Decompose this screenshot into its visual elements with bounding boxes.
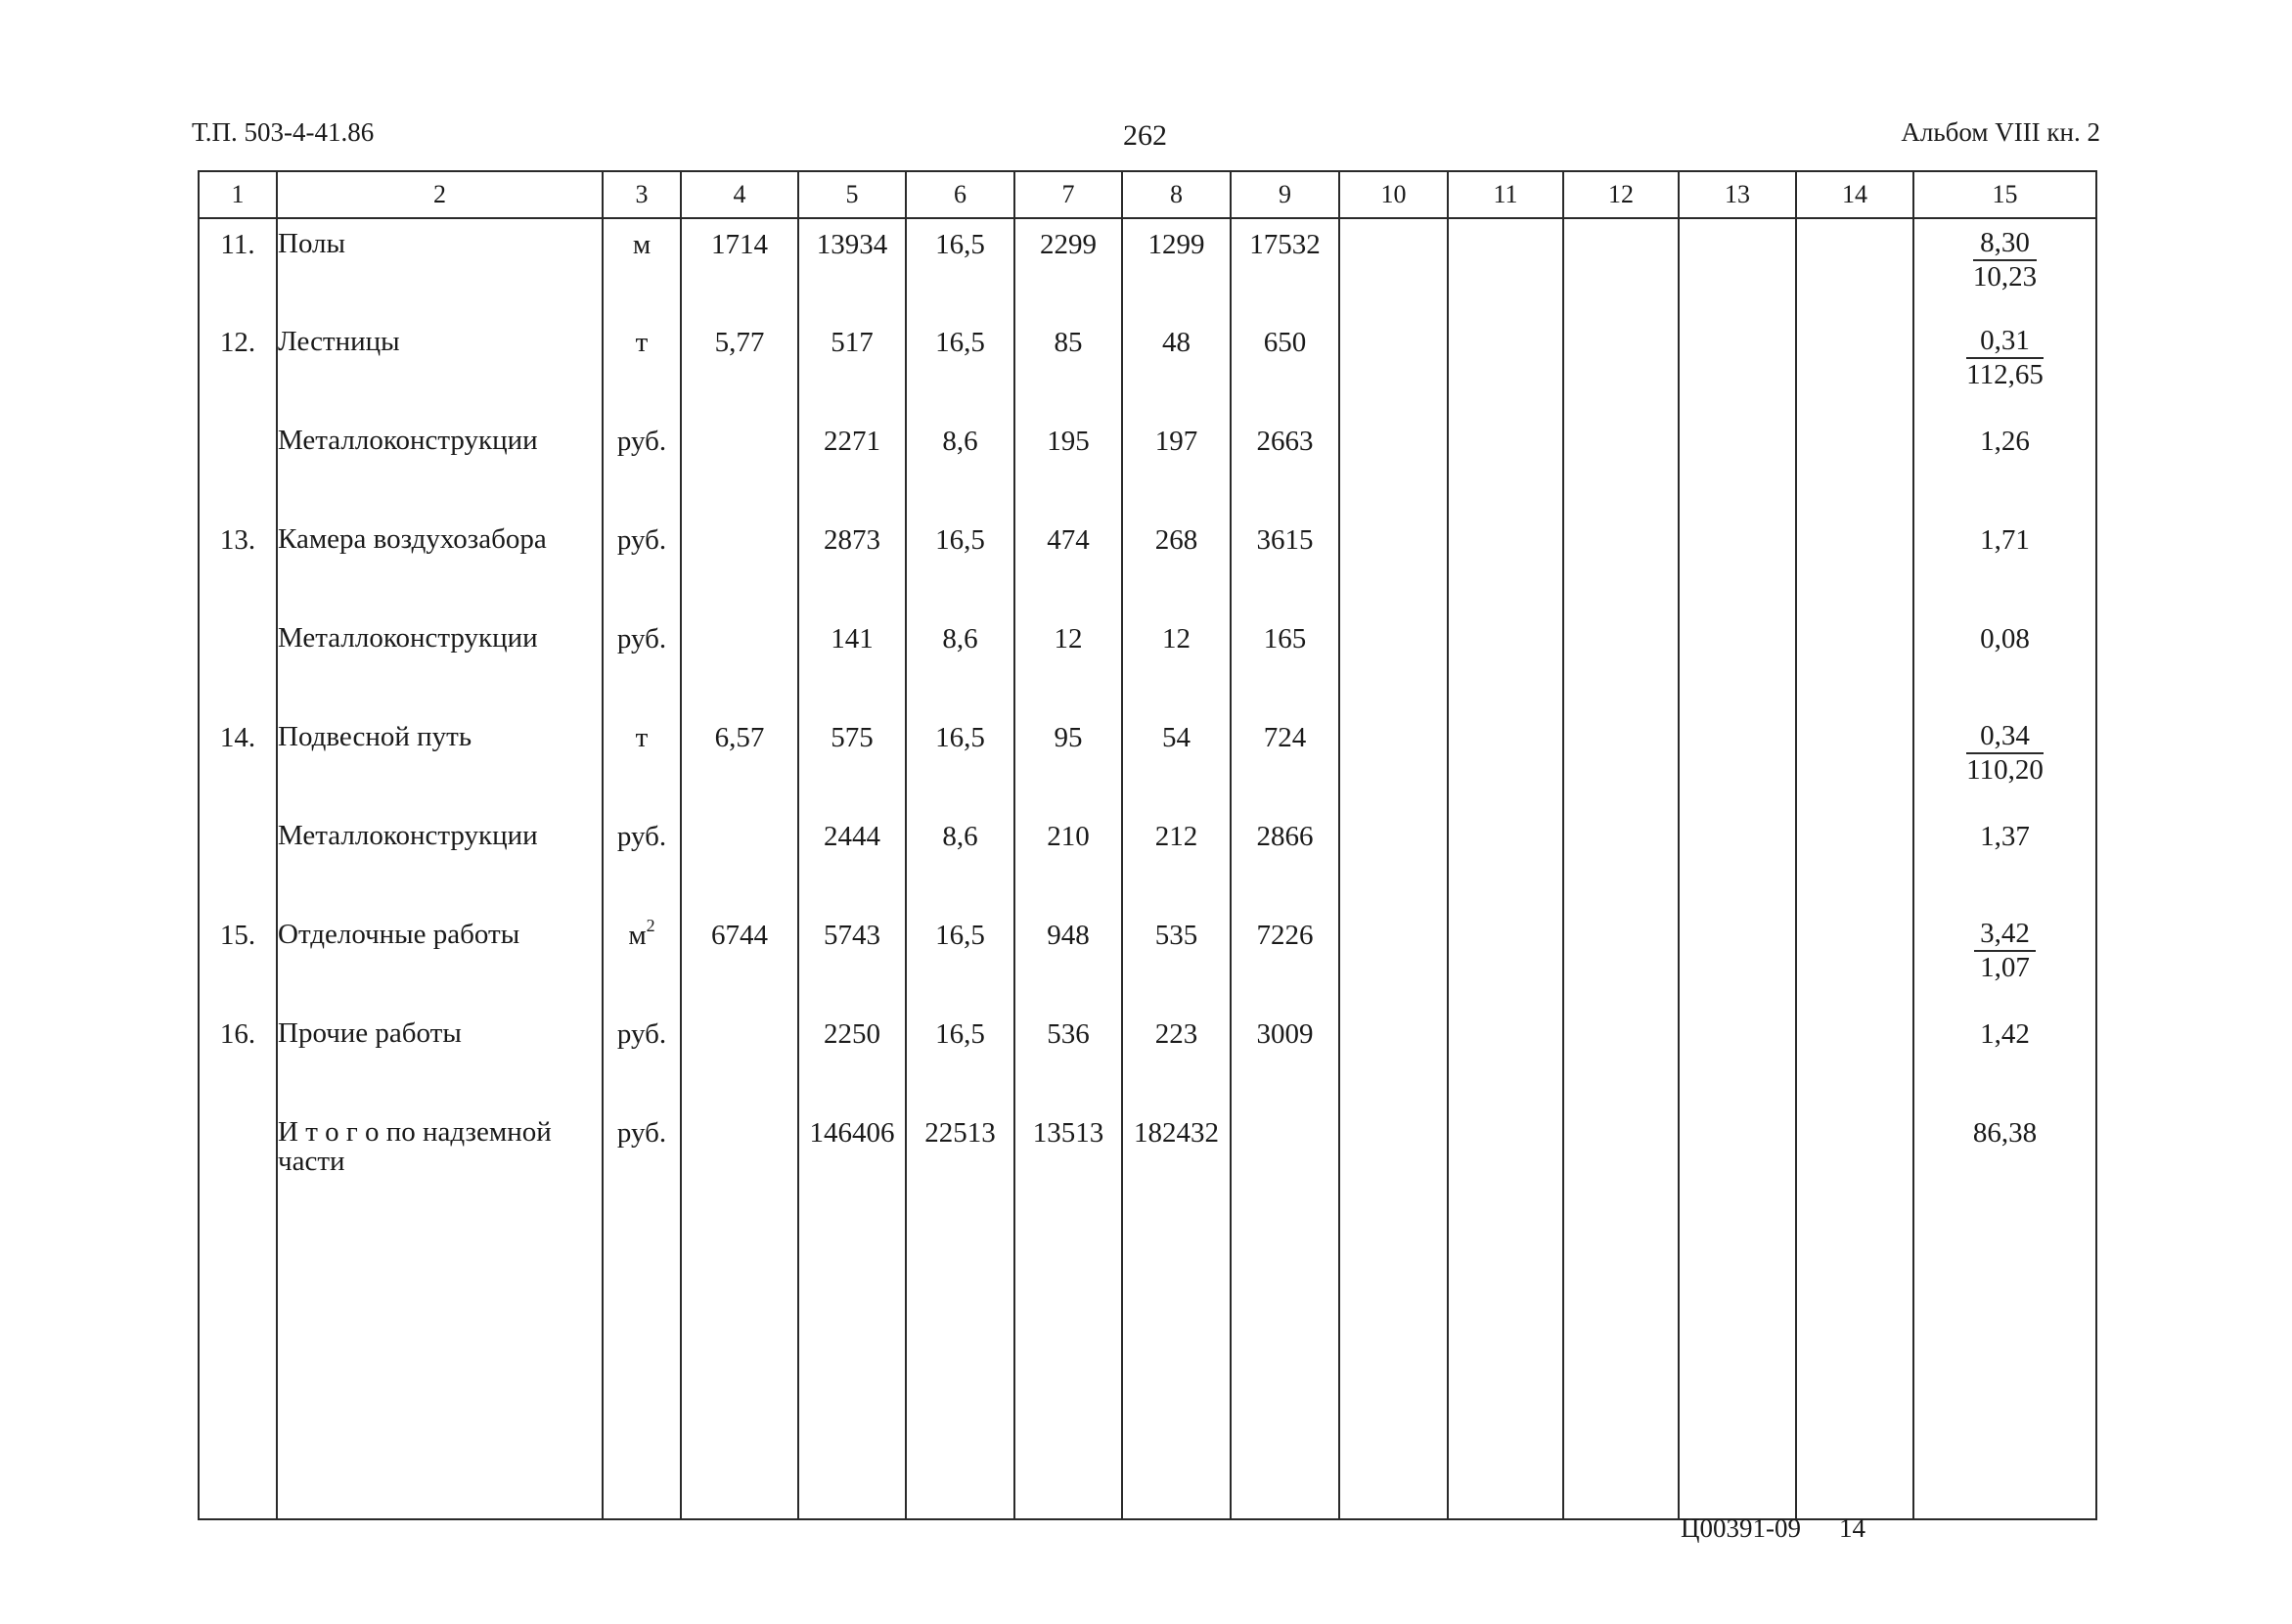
value-cell-14 (1796, 910, 1913, 1009)
empty-cell (1231, 1206, 1339, 1519)
value-cell-11 (1448, 712, 1563, 811)
column-header: 1 (199, 171, 277, 218)
unit-label: т (635, 327, 649, 358)
value-cell-9: 17532 (1231, 218, 1339, 317)
column-header: 9 (1231, 171, 1339, 218)
unit-cell (603, 910, 681, 1009)
column-header: 15 (1913, 171, 2096, 218)
value-cell-6: 16,5 (906, 1009, 1014, 1107)
table-row (199, 416, 2096, 515)
value-cell-13 (1679, 712, 1796, 811)
value-cell-6: 16,5 (906, 317, 1014, 416)
table-row (199, 218, 2096, 317)
value-cell-5: 5743 (798, 910, 906, 1009)
table-row (199, 1107, 2096, 1206)
value-cell-5: 517 (798, 317, 906, 416)
value-cell-12 (1563, 218, 1679, 317)
empty-cell (199, 1206, 277, 1519)
empty-cell (798, 1206, 906, 1519)
fraction-value (1966, 722, 2044, 785)
value-cell-8: 535 (1122, 910, 1231, 1009)
value-cell-10 (1339, 1107, 1448, 1206)
value-cell-8: 268 (1122, 515, 1231, 613)
empty-cell (1913, 1206, 2096, 1519)
empty-cell (1796, 1206, 1913, 1519)
value-cell-14 (1796, 416, 1913, 515)
unit-label: руб. (616, 1018, 667, 1050)
work-item-name: Полы (277, 218, 603, 317)
value-cell-13 (1679, 218, 1796, 317)
document-designation: Т.П. 503-4-41.86 (192, 117, 375, 147)
column-header: 7 (1014, 171, 1122, 218)
value-cell-11 (1448, 416, 1563, 515)
value-cell-4: 5,77 (681, 317, 798, 416)
value-cell-10 (1339, 317, 1448, 416)
unit-label: руб. (616, 821, 667, 852)
work-item-name: И т о г о по надземной части (277, 1107, 603, 1206)
value-cell-8: 1299 (1122, 218, 1231, 317)
value-cell-9 (1231, 1107, 1339, 1206)
column-header: 11 (1448, 171, 1563, 218)
value-cell-12 (1563, 515, 1679, 613)
empty-cell (1014, 1206, 1122, 1519)
empty-cell (277, 1206, 603, 1519)
value-cell-7: 95 (1014, 712, 1122, 811)
value-cell-7: 12 (1014, 613, 1122, 712)
value-cell-7: 2299 (1014, 218, 1122, 317)
value-cell-13 (1679, 317, 1796, 416)
value-cell-9: 3615 (1231, 515, 1339, 613)
table-row (199, 712, 2096, 811)
value-cell-7: 474 (1014, 515, 1122, 613)
empty-cell (1122, 1206, 1231, 1519)
value-cell-14 (1796, 811, 1913, 910)
fraction-denominator: 10,23 (1972, 261, 2038, 293)
value-cell-11 (1448, 613, 1563, 712)
value-cell-9: 165 (1231, 613, 1339, 712)
value-cell-7: 536 (1014, 1009, 1122, 1107)
value-cell-7: 85 (1014, 317, 1122, 416)
table-body (199, 218, 2096, 1519)
value-cell-9: 650 (1231, 317, 1339, 416)
value-cell-4 (681, 416, 798, 515)
value-cell-13 (1679, 613, 1796, 712)
value-cell-10 (1339, 712, 1448, 811)
value-cell-9: 2663 (1231, 416, 1339, 515)
sheet-number: 14 (1839, 1513, 1865, 1543)
value-cell-11 (1448, 811, 1563, 910)
column-15-cell (1913, 910, 2096, 1009)
value-cell-6: 16,5 (906, 712, 1014, 811)
column-15-cell: 0,08 (1913, 613, 2096, 712)
album-reference: Альбом VIII кн. 2 (1901, 117, 2100, 147)
value-cell-13 (1679, 811, 1796, 910)
unit-label: руб. (616, 524, 667, 556)
column-header: 10 (1339, 171, 1448, 218)
column-header: 3 (603, 171, 681, 218)
work-item-name: Металлоконструкции (277, 416, 603, 515)
value-cell-11 (1448, 218, 1563, 317)
fraction-denominator: 110,20 (1966, 754, 2044, 786)
value-cell-6: 8,6 (906, 811, 1014, 910)
unit-cell (603, 1107, 681, 1206)
value-cell-5: 146406 (798, 1107, 906, 1206)
value-cell-14 (1796, 1009, 1913, 1107)
column-15-cell: 1,42 (1913, 1009, 2096, 1107)
value-cell-14 (1796, 613, 1913, 712)
value-cell-13 (1679, 416, 1796, 515)
fraction-numerator: 3,42 (1974, 920, 2036, 952)
unit-label: руб. (616, 426, 667, 457)
table-row (199, 1009, 2096, 1107)
value-cell-8: 48 (1122, 317, 1231, 416)
row-number (199, 613, 277, 712)
value-cell-8: 197 (1122, 416, 1231, 515)
unit-cell (603, 515, 681, 613)
column-number-row (199, 171, 2096, 218)
row-number (199, 416, 277, 515)
fraction-denominator: 1,07 (1980, 952, 2030, 983)
table-row (199, 613, 2096, 712)
work-item-name: Лестницы (277, 317, 603, 416)
value-cell-5: 575 (798, 712, 906, 811)
value-cell-7: 13513 (1014, 1107, 1122, 1206)
value-cell-11 (1448, 515, 1563, 613)
empty-cell (603, 1206, 681, 1519)
unit-label: руб. (616, 623, 667, 654)
empty-cell (1563, 1206, 1679, 1519)
value-cell-12 (1563, 317, 1679, 416)
value-cell-13 (1679, 910, 1796, 1009)
unit-cell (603, 712, 681, 811)
column-header: 8 (1122, 171, 1231, 218)
value-cell-9: 3009 (1231, 1009, 1339, 1107)
unit-cell (603, 416, 681, 515)
value-cell-8: 12 (1122, 613, 1231, 712)
column-15-cell: 1,37 (1913, 811, 2096, 910)
row-number: 12. (199, 317, 277, 416)
value-cell-11 (1448, 1107, 1563, 1206)
value-cell-5: 2873 (798, 515, 906, 613)
fraction-numerator: 8,30 (1973, 229, 2037, 261)
value-cell-8: 223 (1122, 1009, 1231, 1107)
value-cell-14 (1796, 218, 1913, 317)
value-cell-12 (1563, 712, 1679, 811)
unit-label: т (635, 722, 649, 753)
work-item-name: Металлоконструкции (277, 811, 603, 910)
row-number: 14. (199, 712, 277, 811)
value-cell-5: 2444 (798, 811, 906, 910)
fraction-numerator: 0,34 (1966, 722, 2044, 754)
value-cell-10 (1339, 515, 1448, 613)
table-row (199, 317, 2096, 416)
value-cell-5: 13934 (798, 218, 906, 317)
value-cell-12 (1563, 613, 1679, 712)
column-15-cell (1913, 712, 2096, 811)
value-cell-13 (1679, 1009, 1796, 1107)
value-cell-9: 2866 (1231, 811, 1339, 910)
row-number: 11. (199, 218, 277, 317)
value-cell-8: 212 (1122, 811, 1231, 910)
value-cell-6: 16,5 (906, 218, 1014, 317)
value-cell-5: 2271 (798, 416, 906, 515)
value-cell-10 (1339, 811, 1448, 910)
value-cell-7: 948 (1014, 910, 1122, 1009)
value-cell-10 (1339, 416, 1448, 515)
unit-superscript: 2 (646, 916, 655, 935)
value-cell-12 (1563, 1009, 1679, 1107)
value-cell-6: 16,5 (906, 515, 1014, 613)
value-cell-10 (1339, 1009, 1448, 1107)
empty-cell (1448, 1206, 1563, 1519)
fraction-value (1974, 920, 2036, 982)
unit-label: м (632, 229, 652, 260)
table-row (199, 811, 2096, 910)
table-row (199, 910, 2096, 1009)
value-cell-9: 7226 (1231, 910, 1339, 1009)
work-item-name: Прочие работы (277, 1009, 603, 1107)
value-cell-10 (1339, 910, 1448, 1009)
value-cell-6: 8,6 (906, 416, 1014, 515)
value-cell-7: 195 (1014, 416, 1122, 515)
value-cell-6: 22513 (906, 1107, 1014, 1206)
value-cell-14 (1796, 1107, 1913, 1206)
value-cell-4 (681, 613, 798, 712)
unit-cell (603, 317, 681, 416)
column-header: 5 (798, 171, 906, 218)
value-cell-8: 54 (1122, 712, 1231, 811)
fraction-denominator: 112,65 (1966, 359, 2044, 390)
value-cell-12 (1563, 1107, 1679, 1206)
value-cell-4 (681, 1009, 798, 1107)
value-cell-11 (1448, 1009, 1563, 1107)
row-number: 16. (199, 1009, 277, 1107)
value-cell-13 (1679, 515, 1796, 613)
value-cell-11 (1448, 317, 1563, 416)
row-number (199, 811, 277, 910)
value-cell-6: 16,5 (906, 910, 1014, 1009)
unit-cell (603, 811, 681, 910)
value-cell-5: 141 (798, 613, 906, 712)
column-header: 2 (277, 171, 603, 218)
value-cell-4: 6,57 (681, 712, 798, 811)
value-cell-14 (1796, 515, 1913, 613)
column-15-cell: 86,38 (1913, 1107, 2096, 1206)
value-cell-14 (1796, 317, 1913, 416)
value-cell-12 (1563, 910, 1679, 1009)
row-number: 15. (199, 910, 277, 1009)
row-number (199, 1107, 277, 1206)
value-cell-4: 1714 (681, 218, 798, 317)
value-cell-10 (1339, 218, 1448, 317)
column-15-cell (1913, 317, 2096, 416)
value-cell-11 (1448, 910, 1563, 1009)
row-number: 13. (199, 515, 277, 613)
value-cell-5: 2250 (798, 1009, 906, 1107)
value-cell-4 (681, 1107, 798, 1206)
column-header: 14 (1796, 171, 1913, 218)
value-cell-4 (681, 811, 798, 910)
estimate-table (198, 170, 2097, 1520)
empty-cell (1679, 1206, 1796, 1519)
value-cell-13 (1679, 1107, 1796, 1206)
value-cell-10 (1339, 613, 1448, 712)
empty-cell (1339, 1206, 1448, 1519)
empty-cell (681, 1206, 798, 1519)
work-item-name: Отделочные работы (277, 910, 603, 1009)
empty-cell (906, 1206, 1014, 1519)
value-cell-12 (1563, 416, 1679, 515)
work-item-name: Металлоконструкции (277, 613, 603, 712)
page-number: 262 (1123, 119, 1167, 152)
value-cell-6: 8,6 (906, 613, 1014, 712)
fraction-value (1973, 229, 2037, 292)
fraction-numerator: 0,31 (1966, 327, 2044, 359)
document-code: Ц00391-09 (1681, 1513, 1801, 1543)
column-15-cell: 1,26 (1913, 416, 2096, 515)
unit-label: м (628, 920, 647, 951)
empty-row (199, 1206, 2096, 1519)
table-row (199, 515, 2096, 613)
column-header: 4 (681, 171, 798, 218)
unit-cell (603, 1009, 681, 1107)
work-item-name: Камера воздухозабора (277, 515, 603, 613)
work-item-name: Подвесной путь (277, 712, 603, 811)
column-15-cell (1913, 218, 2096, 317)
fraction-value (1966, 327, 2044, 389)
column-15-cell: 1,71 (1913, 515, 2096, 613)
unit-cell (603, 218, 681, 317)
column-header: 6 (906, 171, 1014, 218)
unit-label: руб. (616, 1117, 667, 1149)
column-header: 12 (1563, 171, 1679, 218)
value-cell-12 (1563, 811, 1679, 910)
value-cell-14 (1796, 712, 1913, 811)
unit-cell (603, 613, 681, 712)
column-header: 13 (1679, 171, 1796, 218)
value-cell-7: 210 (1014, 811, 1122, 910)
value-cell-8: 182432 (1122, 1107, 1231, 1206)
value-cell-4 (681, 515, 798, 613)
value-cell-9: 724 (1231, 712, 1339, 811)
value-cell-4: 6744 (681, 910, 798, 1009)
